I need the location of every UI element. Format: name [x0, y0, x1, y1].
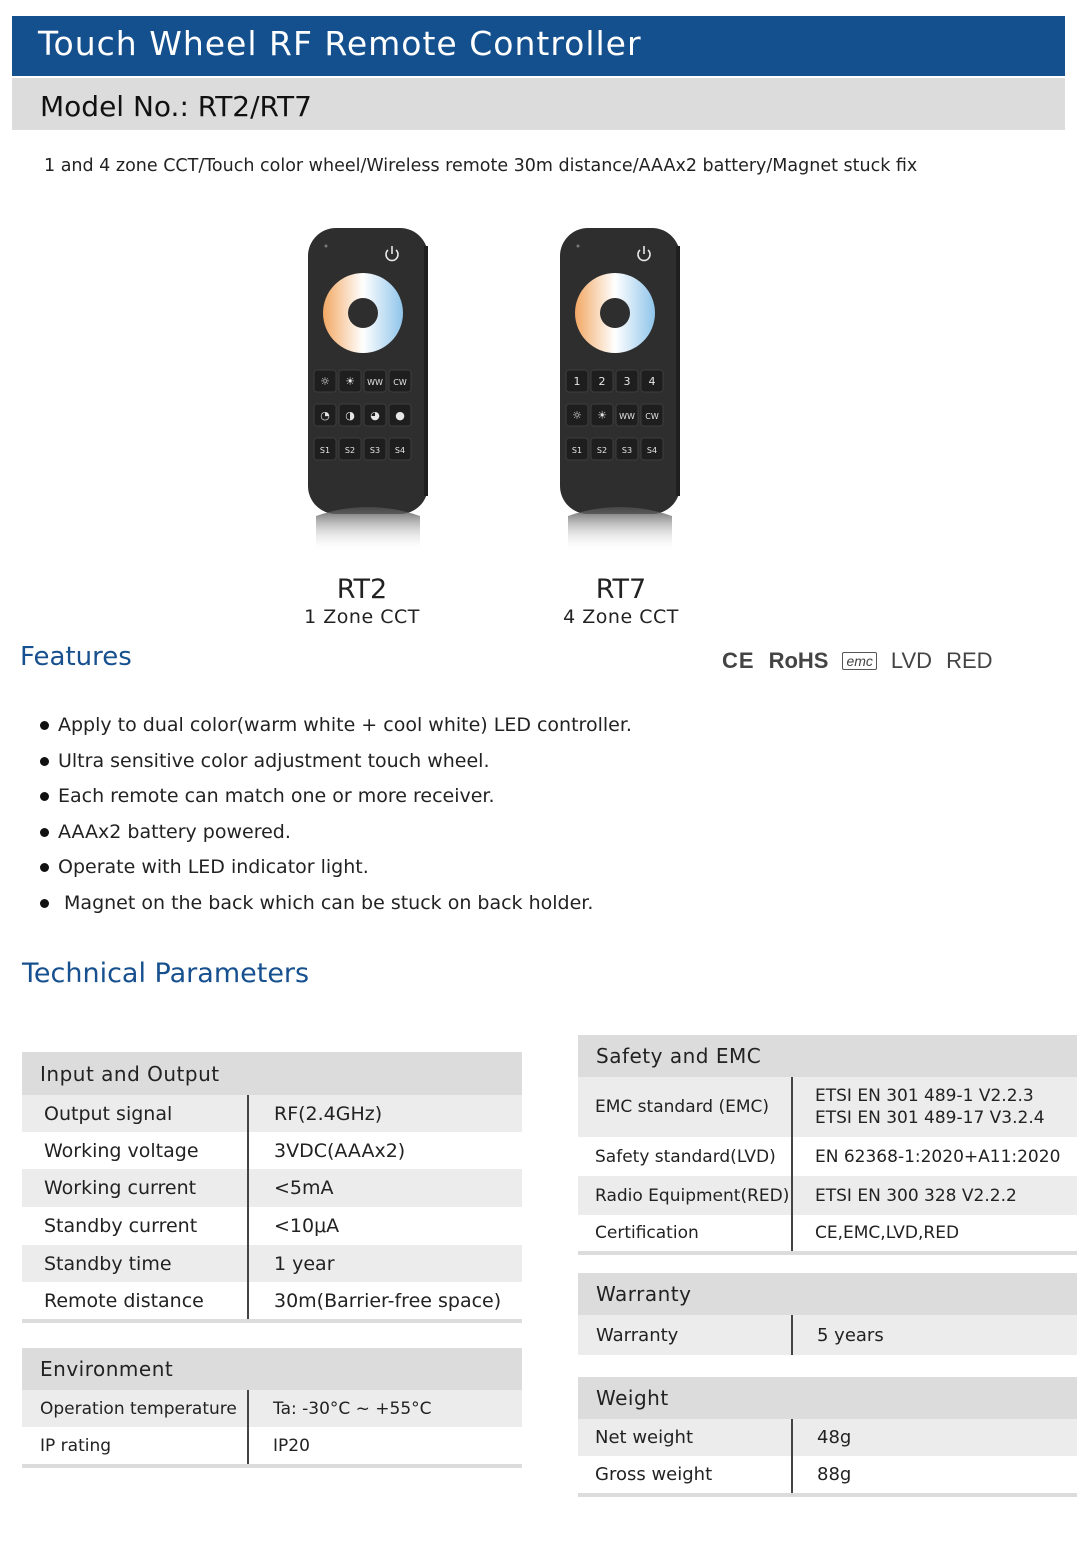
remote-zone-rt2: 1 Zone CCT	[304, 606, 420, 628]
page-title: Touch Wheel RF Remote Controller	[38, 24, 642, 63]
remote-button-label: 2	[598, 375, 606, 388]
list-item: Each remote can match one or more receiver.	[40, 783, 632, 819]
ce-mark-icon: CE	[722, 648, 755, 673]
remote-image-rt7	[558, 226, 682, 516]
remote-button-label: ◕	[370, 409, 380, 422]
table-row	[22, 1132, 522, 1169]
table-row	[22, 1169, 522, 1207]
rohs-mark-icon: RoHS	[768, 648, 829, 673]
bullet-icon	[40, 757, 49, 766]
table-row	[22, 1390, 522, 1427]
lvd-mark: LVD	[890, 648, 933, 673]
remote-button	[364, 370, 386, 392]
remote-button	[566, 404, 588, 426]
remote-button	[314, 404, 336, 426]
row-key: Radio Equipment(RED)	[578, 1176, 793, 1215]
row-value: RF(2.4GHz)	[274, 1102, 383, 1125]
table-row	[578, 1077, 1077, 1137]
remote-image-rt2	[306, 226, 430, 516]
table-row	[22, 1245, 522, 1282]
table-title: Environment	[22, 1348, 522, 1390]
list-item: AAAx2 battery powered.	[40, 819, 632, 855]
table-row	[22, 1282, 522, 1319]
emc-mark-icon: emc	[842, 652, 876, 670]
bullet-icon	[40, 899, 49, 908]
row-key: Net weight	[578, 1419, 793, 1456]
row-key: Certification	[578, 1215, 793, 1251]
remote-button-label: ◑	[345, 409, 355, 422]
reflection	[568, 507, 672, 552]
remote-button-label: S1	[571, 446, 583, 455]
remote-button	[364, 404, 386, 426]
table-title: Warranty	[578, 1273, 1077, 1315]
environment-table	[22, 1348, 522, 1468]
table-title: Weight	[578, 1377, 1077, 1419]
product-summary: 1 and 4 zone CCT/Touch color wheel/Wireless remote 30m distance/AAAx2 battery/Magnet stuck fix	[44, 156, 918, 176]
remote-button-label: S4	[394, 446, 406, 455]
row-value: <10μA	[274, 1215, 340, 1237]
table-footer-rule	[578, 1251, 1077, 1255]
table-footer-rule	[22, 1464, 522, 1468]
remote-button	[389, 370, 411, 392]
safety-emc-table	[578, 1035, 1077, 1255]
row-value: 3VDC(AAAx2)	[274, 1139, 406, 1162]
red-mark: RED	[946, 648, 993, 673]
remote-button-label: ☀	[345, 375, 355, 388]
certification-logos	[722, 648, 993, 674]
row-key: Standby time	[22, 1245, 249, 1282]
row-value: ETSI EN 301 489-1 V2.2.3 ETSI EN 301 489-17 V3.2.4	[815, 1086, 1045, 1128]
bullet-icon	[40, 863, 49, 872]
remote-button-label: S1	[319, 446, 331, 455]
row-value: ETSI EN 300 328 V2.2.2	[815, 1185, 1017, 1206]
row-value: 5 years	[817, 1324, 884, 1346]
row-value: CE,EMC,LVD,RED	[815, 1223, 960, 1243]
row-key: Output signal	[22, 1095, 249, 1132]
remote-button-label: S3	[369, 446, 381, 455]
reflection	[316, 507, 420, 552]
remote-button	[389, 438, 411, 460]
remote-button	[591, 370, 613, 392]
table-row	[578, 1456, 1077, 1493]
features-heading: Features	[20, 642, 132, 672]
row-value: 30m(Barrier-free space)	[274, 1289, 502, 1312]
bullet-icon	[40, 721, 49, 730]
remote-button	[616, 438, 638, 460]
remote-button-label: S2	[596, 446, 608, 455]
remote-button	[566, 438, 588, 460]
remote-button	[616, 404, 638, 426]
remote-button	[616, 370, 638, 392]
table-row	[578, 1176, 1077, 1215]
list-item: Magnet on the back which can be stuck on back holder.	[40, 890, 632, 926]
remote-button	[566, 370, 588, 392]
remote-button	[591, 404, 613, 426]
remote-button-label: ◔	[320, 409, 330, 422]
table-title: Safety and EMC	[578, 1035, 1077, 1077]
warranty-table	[578, 1273, 1077, 1355]
remote-button	[339, 370, 361, 392]
remote-button	[314, 370, 336, 392]
row-value: IP20	[273, 1435, 310, 1456]
table-row	[578, 1419, 1077, 1456]
row-key: Warranty	[578, 1315, 793, 1355]
remote-button	[389, 404, 411, 426]
remote-button	[339, 438, 361, 460]
remote-button-label: ●	[395, 409, 405, 422]
table-row	[578, 1315, 1077, 1355]
remote-name-rt2: RT2	[336, 574, 388, 605]
remote-button-label: ☼	[320, 375, 330, 388]
table-row	[22, 1427, 522, 1464]
row-key: Working voltage	[22, 1132, 249, 1169]
remote-button-label: 4	[648, 375, 656, 388]
remote-button-label: 1	[573, 375, 581, 388]
table-title: Input and Output	[22, 1052, 522, 1095]
remote-button-label: CW	[393, 378, 407, 387]
feature-list	[40, 712, 632, 925]
remote-button-label: WW	[367, 378, 383, 387]
remote-name-rt7: RT7	[595, 574, 647, 605]
row-key: Working current	[22, 1169, 249, 1207]
remote-button	[641, 404, 663, 426]
remote-button-label: ☼	[572, 409, 582, 422]
color-wheel	[323, 273, 403, 353]
remote-button-label: CW	[645, 412, 659, 421]
remote-button-label: S2	[344, 446, 356, 455]
bullet-icon	[40, 792, 49, 801]
table-row	[578, 1137, 1077, 1176]
remote-button	[314, 438, 336, 460]
row-key: Safety standard(LVD)	[578, 1137, 793, 1176]
remote-button-label: S3	[621, 446, 633, 455]
table-row	[22, 1207, 522, 1245]
row-value: 1 year	[274, 1252, 335, 1275]
row-key: Standby current	[22, 1207, 249, 1245]
technical-parameters-heading: Technical Parameters	[22, 958, 310, 989]
bullet-icon	[40, 828, 49, 837]
row-key: IP rating	[22, 1427, 249, 1464]
row-value: <5mA	[274, 1177, 334, 1199]
weight-table	[578, 1377, 1077, 1497]
row-value: Ta: -30°C ~ +55°C	[273, 1398, 432, 1419]
list-item: Apply to dual color(warm white + cool white) LED controller.	[40, 712, 632, 748]
remote-button-label: S4	[646, 446, 658, 455]
remote-button	[591, 438, 613, 460]
row-key: Remote distance	[22, 1282, 249, 1319]
table-footer-rule	[578, 1493, 1077, 1497]
remote-button-label: WW	[619, 412, 635, 421]
row-key: Gross weight	[578, 1456, 793, 1493]
model-number: Model No.: RT2/RT7	[40, 90, 312, 123]
remote-button	[339, 404, 361, 426]
list-item: Operate with LED indicator light.	[40, 854, 632, 890]
remote-zone-rt7: 4 Zone CCT	[563, 606, 679, 628]
remote-button-label: 3	[623, 375, 631, 388]
input-output-table	[22, 1052, 522, 1323]
row-key: EMC standard (EMC)	[578, 1077, 793, 1137]
remote-button	[641, 438, 663, 460]
table-footer-rule	[22, 1319, 522, 1323]
remote-button-label: ☀	[597, 409, 607, 422]
row-key: Operation temperature	[22, 1390, 249, 1427]
row-value: 48g	[817, 1427, 852, 1448]
remote-button	[641, 370, 663, 392]
color-wheel	[575, 273, 655, 353]
row-value: 88g	[817, 1464, 852, 1485]
table-row	[578, 1215, 1077, 1251]
row-value: EN 62368-1:2020+A11:2020	[815, 1146, 1061, 1167]
remote-button	[364, 438, 386, 460]
table-row	[22, 1095, 522, 1132]
list-item: Ultra sensitive color adjustment touch wheel.	[40, 748, 632, 784]
